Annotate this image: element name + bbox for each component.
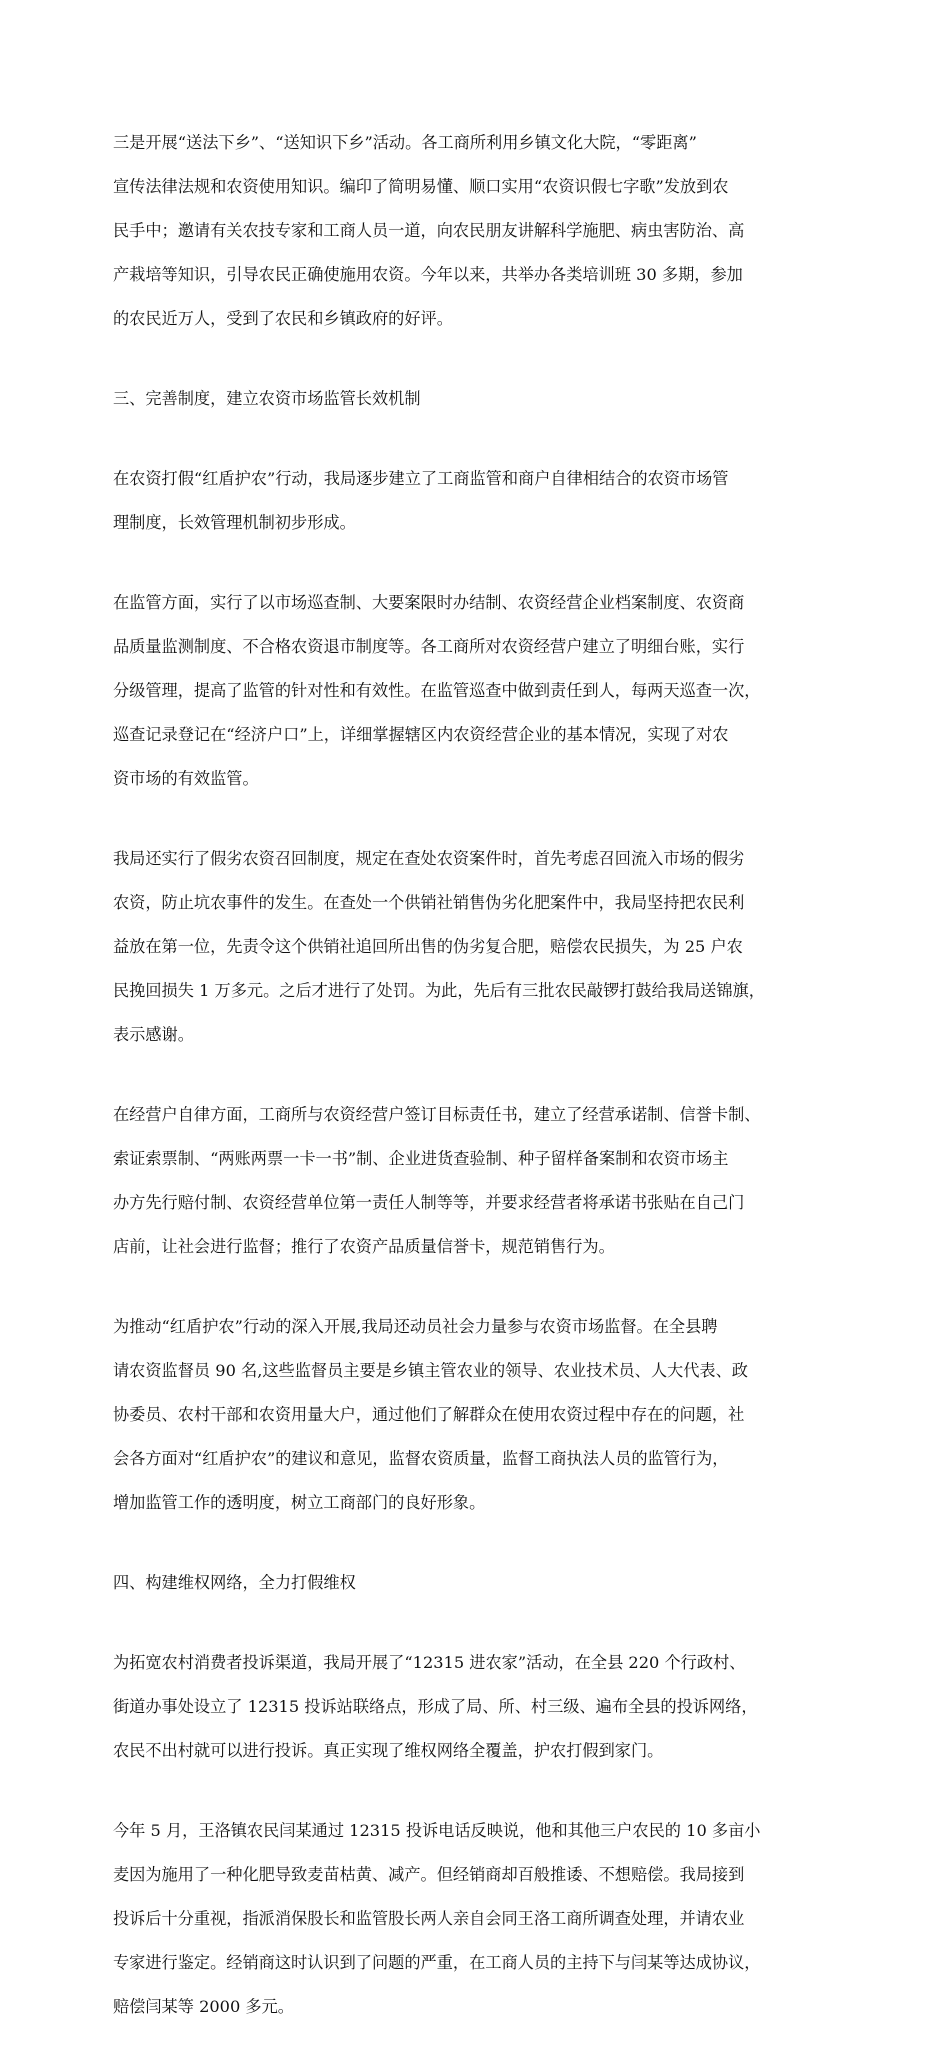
text-line: 理制度，长效管理机制初步形成。 — [113, 513, 356, 532]
text-line: 投诉后十分重视，指派消保股长和监管股长两人亲自会同王洛工商所调查处理，并请农业 — [113, 1909, 745, 1928]
text-line: 三是开展“送法下乡”、“送知识下乡”活动。各工商所利用乡镇文化大院，“零距离” — [113, 133, 697, 152]
heading-text: 三、完善制度，建立农资市场监管长效机制 — [113, 389, 421, 408]
text-line: 赔偿闫某等 2000 多元。 — [113, 1997, 294, 2016]
text-line: 产栽培等知识，引导农民正确使施用农资。今年以来，共举办各类培训班 30 多期，参加 — [113, 265, 743, 284]
text-line: 在农资打假“红盾护农”行动，我局逐步建立了工商监管和商户自律相结合的农资市场管 — [113, 469, 729, 488]
text-line: 在经营户自律方面，工商所与农资经营户签订目标责任书，建立了经营承诺制、信誉卡制、 — [113, 1105, 761, 1124]
text-line: 宣传法律法规和农资使用知识。编印了简明易懂、顺口实用“农资识假七字歌”发放到农 — [113, 177, 729, 196]
text-line: 店前，让社会进行监督；推行了农资产品质量信誉卡，规范销售行为。 — [113, 1237, 615, 1256]
paragraph-social-supervision — [113, 1294, 853, 1536]
text-line: 会各方面对“红盾护农”的建议和意见，监督农资质量，监督工商执法人员的监管行为， — [113, 1449, 729, 1468]
text-line: 品质量监测制度、不合格农资退市制度等。各工商所对农资经营户建立了明细台账，实行 — [113, 637, 745, 656]
text-line: 农资，防止坑农事件的发生。在查处一个供销社销售伪劣化肥案件中，我局坚持把农民利 — [113, 893, 745, 912]
text-line: 为推动“红盾护农”行动的深入开展,我局还动员社会力量参与农资市场监督。在全县聘 — [113, 1317, 718, 1336]
paragraph-recall-system — [113, 826, 853, 1068]
paragraph-red-shield-system — [113, 446, 853, 556]
section-heading-3 — [113, 366, 853, 432]
text-line: 我局还实行了假劣农资召回制度，规定在查处农资案件时，首先考虑召回流入市场的假劣 — [113, 849, 745, 868]
text-line: 请农资监督员 90 名,这些监督员主要是乡镇主管农业的领导、农业技术员、人大代表、政 — [113, 1361, 748, 1380]
text-line: 专家进行鉴定。经销商这时认识到了问题的严重，在工商人员的主持下与闫某等达成协议， — [113, 1953, 761, 1972]
text-line: 表示感谢。 — [113, 1025, 194, 1044]
text-line: 益放在第一位，先责令这个供销社追回所出售的伪劣复合肥，赔偿农民损失，为 25 户农 — [113, 937, 743, 956]
text-line: 民手中；邀请有关农技专家和工商人员一道，向农民朋友讲解科学施肥、病虫害防治、高 — [113, 221, 745, 240]
paragraph-12315-network — [113, 1630, 853, 1784]
text-line: 协委员、农村干部和农资用量大户，通过他们了解群众在使用农资过程中存在的问题，社 — [113, 1405, 745, 1424]
heading-text: 四、构建维权网络，全力打假维权 — [113, 1573, 356, 1592]
text-line: 今年 5 月，王洛镇农民闫某通过 12315 投诉电话反映说，他和其他三户农民的 10 多亩小 — [113, 1821, 761, 1840]
paragraph-self-discipline — [113, 1082, 853, 1280]
text-line: 索证索票制、“两账两票一卡一书”制、企业进货查验制、种子留样备案制和农资市场主 — [113, 1149, 729, 1168]
section-heading-4 — [113, 1550, 853, 1616]
paragraph-send-law-to-countryside — [113, 110, 853, 352]
text-line: 在监管方面，实行了以市场巡查制、大要案限时办结制、农资经营企业档案制度、农资商 — [113, 593, 745, 612]
text-line: 资市场的有效监管。 — [113, 769, 259, 788]
text-line: 增加监管工作的透明度，树立工商部门的良好形象。 — [113, 1493, 486, 1512]
document-page — [113, 110, 853, 2054]
text-line: 民挽回损失 1 万多元。之后才进行了处罚。为此，先后有三批农民敲锣打鼓给我局送锦旗， — [113, 981, 765, 1000]
text-line: 为拓宽农村消费者投诉渠道，我局开展了“12315 进农家”活动，在全县 220 个行政村、 — [113, 1653, 746, 1672]
text-line: 的农民近万人，受到了农民和乡镇政府的好评。 — [113, 309, 453, 328]
text-line: 办方先行赔付制、农资经营单位第一责任人制等等，并要求经营者将承诺书张贴在自己门 — [113, 1193, 745, 1212]
text-line: 麦因为施用了一种化肥导致麦苗枯黄、减产。但经销商却百般推诿、不想赔偿。我局接到 — [113, 1865, 745, 1884]
text-line: 巡查记录登记在“经济户口”上，详细掌握辖区内农资经营企业的基本情况，实现了对农 — [113, 725, 729, 744]
paragraph-wangluo-case — [113, 1798, 853, 2040]
paragraph-supervision — [113, 570, 853, 812]
text-line: 农民不出村就可以进行投诉。真正实现了维权网络全覆盖，护农打假到家门。 — [113, 1741, 664, 1760]
text-line: 街道办事处设立了 12315 投诉站联络点，形成了局、所、村三级、遍布全县的投诉网络， — [113, 1697, 758, 1716]
text-line: 分级管理，提高了监管的针对性和有效性。在监管巡查中做到责任到人，每两天巡查一次， — [113, 681, 761, 700]
